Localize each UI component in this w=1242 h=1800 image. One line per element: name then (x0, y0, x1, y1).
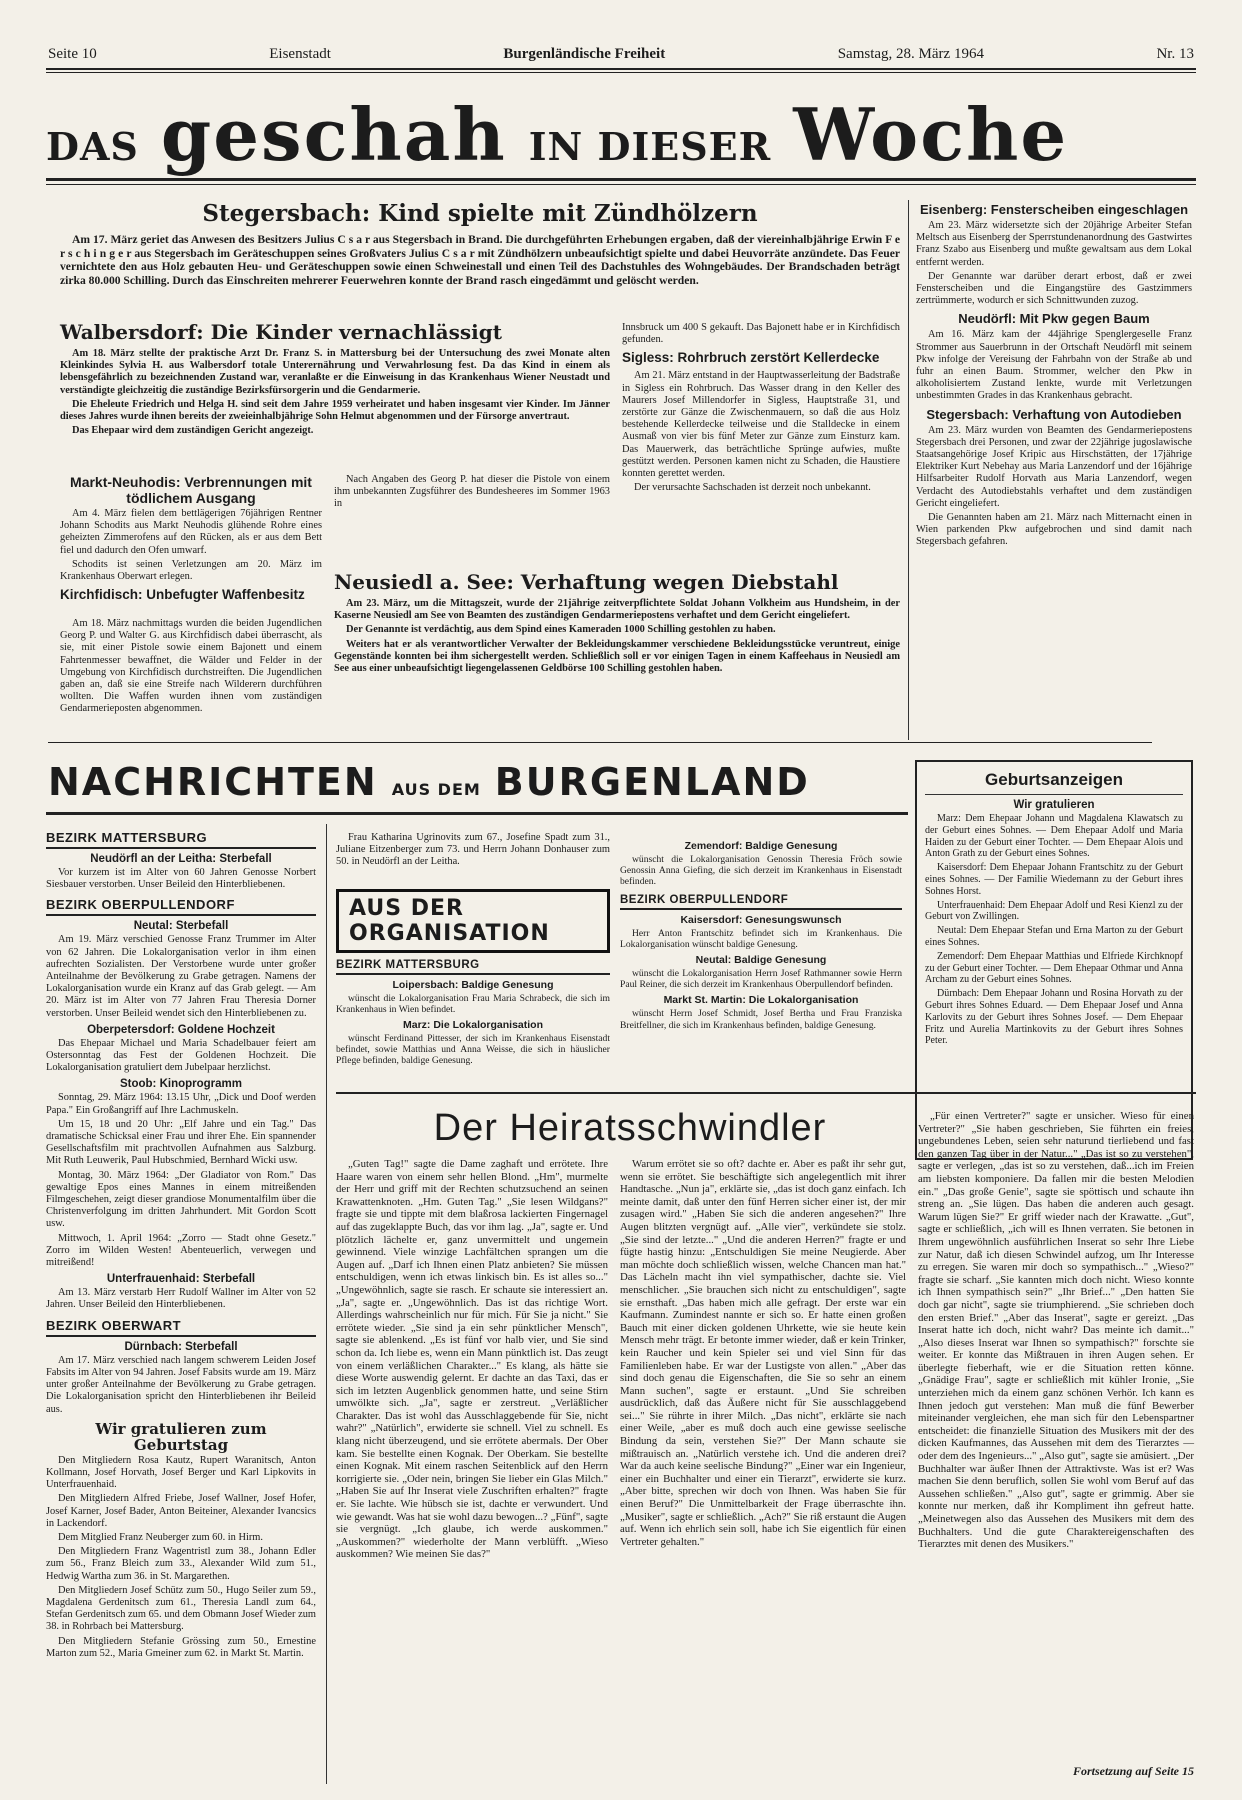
story-text-3: „Für einen Vertreter?" sagte er unsicher. Wieso für einen Vertreter?" „Sie haben geschrieben, Sie führten ein freies, ungebundenes Leben, seien sehr naturund tierliebend und fast den ganzen Tag über in der Natur..." „Das ist so zu verstehen", sagte er verlegen, „das ist so zu verstehen, daß...ich im Freien am liebsten komponiere. Da fallen mir die besten Melodien ein." „Das große Genie", sagte sie spöttisch und schaute ihn streng an. „Sie lügen. Das haben die anderen auch gesagt. Warum lügen Sie?" Er griff wieder nach der Krawatte. „Gut", sagte er schließlich, „ich will es Ihnen verraten. Sie betonen in Ihrem ungewöhnlich ausführlichen Inserat so sehr Ihre Liebe zur Natur, daß ich diesen Schwindel aufzog, um Ihr Interesse zu erregen. Sie waren mir doch so sympathisch..." „Wieso?" fragte sie scharf. „Sie kannten mich doch nicht. Wieso konnte ich Ihnen sympathisch sein?" „Ihr Brief..." „Den hatten Sie doch gar nicht", sagte sie triumphierend. „Sie schrieben doch den ersten Brief." „Aber das Inserat", sagte er gereizt. „Das Inserat hatte ich doch, nicht wahr? Das meinte ich damit..." „Also dieses Inserat war Ihnen so sympathisch?" forschte sie weiter. Er konnte das Mißtrauen in ihren Augen sehen. Er überlegte fieberhaft, wie er die Situation retten könne. „Gnädige Frau", sagte er schließlich mit kühler Ironie, „Sie unterziehen mich da einem ganz schönen Verhör. Ich kann es Ihnen jedoch gut verstehen: Man muß die fünf Bewerber miteinander vergleichen, ehe man sich für den Lebenspartner entscheidet: die finanzielle Situation des Musikers mit der des dicken Kaufmannes, das Aussehen mit dem des Tierarztes — oder dem des Ingenieurs..." „Also gut", sagte sie amüsiert. „Der Buchhalter war äußer Ihnen der Attraktivste. Was ist er? Was machen Sie denn beruflich, sollen Sie wohl vom Beruf auf das Aussehen schließen." „Also gut", sagte er grimmig. Aber sie konnte nur merken, daß ihr Kompliment ihn gefreut hatte. „Meinetwegen also das Aussehen des Musikers mit dem des Buchhalters. Und die gute Charaktereigenschaften des Tierarztes mit denen des Musikers." (918, 1110, 1194, 1551)
paper-name: Burgenländische Freiheit (503, 46, 666, 62)
walbersdorf-p1: Am 18. März stellte der praktische Arzt Dr. Franz S. in Mattersburg bei der Untersuchung des zwei Monate alten Kleinkindes Sylvia H. aus Walbersdorf totale Unterernährung und Verwahrlosung fest. Da das Kind in einem als lebensgefährlich zu bezeichnenden Zustand war, veranlaßte er die Einweisung in das Krankenhaus Wiener Neustadt und verständigte gleichzeitig die zuständige Bezirksfürsorgerin und die Gendarmerie. (60, 348, 610, 396)
oberpetersdorf-text: Das Ehepaar Michael und Maria Schadelbauer feiert am Ostersonntag das Fest der Goldenen Hochzeit. Die Lokalorganisation gratuliert dem Jubelpaar herzlichst. (46, 1037, 316, 1074)
walbersdorf-p2: Die Eheleute Friedrich und Helga H. sind seit dem Jahre 1959 verheiratet und haben insgesamt vier Kinder. Im Jänner dieses Jahres wurde ihnen bereits der zweieinhalbjährige Sohn Helmut abgenommen und der Fürsorge anvertraut. (60, 398, 610, 423)
stoob-p2: Um 15, 18 und 20 Uhr: „Elf Jahre und ein Tag." Das dramatische Schicksal einer Frau und ihrer Ehe. Ein spannender Gesellschaftsfilm mit prachtvollen Aufnahmen aus Salzburg. Mit Ruth Leuwerik, Paul Hubschmied, Bernhard Wicki usw. (46, 1118, 316, 1167)
birth-p5: Zemendorf: Dem Ehepaar Matthias und Elfriede Kirchknopf zu der Geburt einer Tochter. — Dem Ehepaar Othmar und Anna Archam zu der Geburt eines Sohnes. (925, 950, 1183, 986)
org-box: AUS DER ORGANISATION (336, 889, 610, 953)
stoob-heading: Stoob: Kinoprogramm (119, 1078, 243, 1091)
org-district-mattersburg: BEZIRK MATTERSBURG (336, 959, 610, 975)
masthead-rule (46, 178, 1196, 181)
right-column (916, 202, 1192, 551)
banner-nachrichten: NACHRICHTEN (48, 760, 378, 804)
article-neusiedl (334, 570, 900, 677)
markt-st-martin-heading: Markt St. Martin: Die Lokalorganisation (663, 994, 859, 1007)
neudoerfl-leitha-text: Vor kurzem ist im Alter von 60 Jahren Genosse Norbert Siesbauer verstorben. Unser Beileid den Hinterbliebenen. (46, 867, 316, 891)
kirchfidisch-headline: Kirchfidisch: Unbefugter Waffenbesitz (60, 587, 305, 603)
birthday-p2: Den Mitgliedern Alfred Friebe, Josef Wallner, Josef Hofer, Josef Karner, Josef Bader, Anton Beiteiner, Alexander Ivancsics in Lackendorf. (46, 1493, 316, 1529)
kirchfidisch-p1: Am 18. März nachmittags wurden die beiden Jugendlichen Georg P. und Walter G. aus Kirchfidisch dabei überrascht, als sie, mit einer Pistole sowie einem Bajonett und einem Fahrtenmesser bewaffnet, die Wälder und Felder in der Umgebung von Kirchfidisch durchstreiften. Die Jugendlichen gaben an, daß sie eine Streife nach Wilderern durchführen wollten. Die Waffen wurden ihnen vom zuständigen Gendarmerieposten abgenommen. (60, 618, 322, 715)
birthday-p5: Den Mitgliedern Josef Schütz zum 50., Hugo Seiler zum 59., Magdalena Gerdenitsch zum 61., Theresia Landl zum 64., Stefan Gerdenitsch zum 65. und dem Obmann Josef Wieder zum 38. in Rohrbach bei Mattersburg. (46, 1584, 316, 1633)
zemendorf-heading: Zemendorf: Baldige Genesung (684, 840, 838, 852)
unterfrauenhaid-text: Am 13. März verstarb Herr Rudolf Wallner im Alter von 52 Jahren. Unser Beileid den Hinterbliebenen. (46, 1287, 316, 1311)
stegersbach2-headline: Stegersbach: Verhaftung von Autodieben (926, 406, 1182, 422)
story-title: Der Heiratsschwindler (433, 1107, 827, 1149)
birth-p3: Unterfrauenhaid: Dem Ehepaar Adolf und Resi Kienzl zu der Geburt von Zwillingen. (925, 899, 1183, 923)
section-rule (48, 742, 1152, 743)
district-mattersburg: BEZIRK MATTERSBURG (46, 830, 316, 849)
banner-burgenland: BURGENLAND (494, 760, 810, 804)
masthead-rule-thin (46, 184, 1196, 185)
story-rule (336, 1092, 1196, 1094)
birth-p4: Neutal: Dem Ehepaar Stefan und Erna Marton zu der Geburt eines Sohnes. (925, 925, 1183, 948)
org-top-text: Frau Katharina Ugrinovits zum 67., Josefine Spadt zum 31., Juliane Eitzenberger zum 73. und Herrn Johann Donhauser zum 50. in Neudörfl an der Leitha. (336, 832, 610, 868)
birth-p2: Kaisersdorf: Dem Ehepaar Johann Frantschitz zu der Geburt eines Sohnes. — Der Familie Wiedemann zu der Geburt ihres Sohnes Horst. (925, 862, 1183, 897)
neusiedl-p1: Am 23. März, um die Mittagszeit, wurde der 21jährige zeitverpflichtete Soldat Johann Volkheim aus Hundsheim, in der Kaserne Neusiedl am See von Beamten des zuständigen Gendarmeriepostens verhaftet und dem Gericht eingeliefert. (334, 598, 900, 622)
birthday-p4: Den Mitgliedern Franz Wagentristl zum 38., Johann Edler zum 56., Franz Bleich zum 33., Alexander Wild zum 51., Hedwig Wartha zum 36. in St. Margarethen. (46, 1546, 316, 1582)
eisenberg-headline: Eisenberg: Fensterscheiben eingeschlagen (919, 202, 1189, 217)
markt-st-martin-text: wünscht Herrn Josef Schmidt, Josef Bertha und Frau Franziska Breitfellner, die sich im Krankenhaus befinden, baldige Genesung. (620, 1008, 902, 1031)
story-column-1 (336, 1158, 608, 1563)
neutal2-text: wünscht die Lokalorganisation Herrn Josef Rathmanner sowie Herrn Paul Reiner, die sich derzeit im Krankenhaus Oberpullendorf befinden. (620, 968, 902, 991)
kirchfidisch-p2: Nach Angaben des Georg P. hat dieser die Pistole von einem ihm unbekannten Zugsführer des Bundesheeres im Sommer 1963 in (334, 474, 610, 510)
article-kirchfidisch-cont (334, 474, 610, 513)
district-oberwart: BEZIRK OBERWART (46, 1318, 316, 1337)
birth-p1: Marz: Dem Ehepaar Johann und Magdalena Klawatsch zu der Geburt eines Sohnes. — Dem Ehepaar Adolf und Maria Haiden zu der Geburt einer Tochter. — Dem Ehepaar Alois und Anton Grath zu der Geburt eines Sohnes. (925, 813, 1183, 860)
column-rule-left (326, 824, 327, 1784)
org-column-1 (336, 832, 610, 1069)
nachrichten-banner (48, 760, 868, 810)
org-column-2 (620, 836, 902, 1033)
stegersbach2-p2: Die Genannten haben am 21. März nach Mitternacht einen in Wien parkenden Pkw aufgebrochen und sind damit nach Stegersbach gefahren. (916, 512, 1192, 548)
stegersbach-headline: Stegersbach: Kind spielte mit Zündhölzern (202, 200, 758, 227)
birth-announcements-sub: Wir gratulieren (1013, 799, 1095, 811)
story-text-1: „Guten Tag!" sagte die Dame zaghaft und errötete. Ihre Haare waren von einem sehr hellen Blond. „Hm", murmelte der Herr und griff mit der Rechten schutzsuchend an seinen Krawattenknoten. „Hm. Guten Tag." „Sie lesen Wildgans?" fragte sie und tippte mit dem blaßrosa lackierten Fingernagel auf das zugeklappte Buch, das vor ihm lag. „Ja", sagte er. Und plötzlich lächelte er, ganz unvermittelt und ungemein gewinnend. Viele winzige Lachfältchen sprangen um die Augen auf. „Darf ich Ihnen einen Platz anbieten? Sie müssen entschuldigen, wenn ich etwas linkisch bin. Es ist alles so..." „Ungewöhnlich, sagte sie rasch. Er schaute sie interessiert an. „Ja", sagte er. „Ungewöhnlich. Das ist das richtige Wort. Allerdings wahrscheinlich nur für mich. Für Sie ja nicht." Sie errötete wieder. „Sie sind ja ein sehr pünktlicher Mensch", sagte sie ablenkend. „Es ist fünf vor halb vier, und Sie sind schon da. Ich liebe es, wenn ein Mann pünktlich ist. Das zeugt von einem verläßlichen Charakter..." Es klang, als hätte sie diese Worte auswendig gelernt. Er dachte an das Taxi, das er sich im letzten Augenblick genommen hatte, und seine Stirn umwölkte sich. „Ja", sagte er zerstreut. „Verläßlicher Charakter. Das ist wohl das Ausschlaggebende für Sie, nicht wahr?" „Natürlich", erwiderte sie schnell. Viel zu schnell. Es klang nicht überzeugend, und sie errötete abermals. Der Ober kam. Sie bestellte einen Kognak. Der Oberkam. Sie bestellte einen Kognak. Mit einem raschen Seitenblick auf den Herrn korrigierte sie. „Oder nein, bringen Sie lieber ein Glas Milch." „Haben Sie auf Ihr Inserat viele Zuschriften erhalten?" fragte er. Sie lachte. Wie hübsch sie ist, dachte er verwundert. Und wie gewandt. Was hat sie wohl dazu bewogen...? „Fünf", sagte sie vergnügt. „Ich glaube, ich werde auskommen." „Auskommen?" wiederholte der Mann verblüfft. „Wieso auskommen? Wie meinen Sie das?" (336, 1158, 608, 1561)
eisenberg-p2: Der Genannte war darüber derart erbost, daß er zwei Fensterscheiben und die Eingangstüre des Gastzimmers zertrümmerte, wodurch er sich Schnittwunden zuzog. (916, 270, 1192, 307)
neusiedl-p3: Weiters hat er als verantwortlicher Verwalter der Bekleidungskammer verschiedene Bekleidungsstücke veruntreut, einige Gegenstände konnten bei ihm sichergestellt werden. Schließlich soll er vor einigen Tagen in einem Kaffeehaus in Neusiedl am See aus einer unbeaufsichtigt liegengelassenen Geldbörse 100 Schilling gestohlen haben. (334, 638, 900, 675)
marz-text: wünscht Ferdinand Pittesser, der sich im Krankenhaus Eisenstadt befindet, sowie Matthias und Anna Weisse, die sich in häuslicher Pflege befinden, baldige Genesung. (336, 1033, 610, 1067)
page-header (48, 46, 1194, 70)
stoob-p1: Sonntag, 29. März 1964: 13.15 Uhr, „Dick und Doof werden Papa." Ein Großangriff auf Ihre Lachmuskeln. (46, 1092, 316, 1116)
page-number: Seite 10 (48, 46, 97, 62)
place: Eisenstadt (269, 46, 331, 62)
neusiedl-headline: Neusiedl a. See: Verhaftung wegen Diebstahl (334, 570, 839, 594)
loipersbach-text: wünscht die Lokalorganisation Frau Maria Schrabeck, die sich im Krankenhaus in Wien befindet. (336, 992, 610, 1015)
zemendorf-text: wünscht die Lokalorganisation Genossin Theresia Fröch sowie Genossin Anna Giefing, die sich derzeit im Krankenhaus in Eisenstadt befinden. (620, 854, 902, 888)
sigless-headline: Sigless: Rohrbruch zerstört Kellerdecke (622, 350, 880, 366)
masthead-in-dieser: IN DIESER (528, 124, 772, 169)
neuhodis-headline: Markt-Neuhodis: Verbrennungen mit tödlichem Ausgang (70, 474, 312, 506)
neusiedl-p2: Der Genannte ist verdächtig, aus dem Spind eines Kameraden 1000 Schilling gestohlen zu haben. (346, 624, 776, 636)
story-column-3 (918, 1110, 1194, 1553)
birth-announcements-title: Geburtsanzeigen (985, 770, 1123, 789)
neutal-text: Am 19. März verschied Genosse Franz Trummer im Alter von 62 Jahren. Die Lokalorganisation verlor in ihm einen aufrechten Sozialisten. Der Verstorbene wurde unter großer Anteilnahme der Bevölkerung zu Grabe getragen. Namens der Lokalorganisation wurde ein Kranz auf das Grab gelegt. — Am 20. März ist im Alter von 77 Jahren Frau Theresia Dorner verstorben. Unser Beileid wendet sich den Hinterbliebenen zu. (46, 934, 316, 1019)
walbersdorf-p3: Das Ehepaar wird dem zuständigen Gericht angezeigt. (72, 425, 314, 437)
neutal2-heading: Neutal: Baldige Genesung (695, 954, 827, 967)
birthday-p6: Den Mitgliedern Stefanie Grössing zum 50., Ernestine Marton zum 52., Maria Gmeiner zum 62. in Markt St. Martin. (46, 1635, 316, 1659)
neuhodis-p2: Schodits ist seinen Verletzungen am 20. März im Krankenhaus Oberwart erlegen. (60, 558, 322, 583)
district-oberpullendorf: BEZIRK OBERPULLENDORF (46, 897, 316, 916)
neudoerfl-leitha-heading: Neudörfl an der Leitha: Sterbefall (90, 853, 272, 865)
birthday-p3: Dem Mitglied Franz Neuberger zum 60. in Hirm. (58, 1531, 263, 1543)
unterfrauenhaid-heading: Unterfrauenhaid: Sterbefall (106, 1273, 256, 1286)
article-sigless (622, 322, 900, 496)
banner-aus-dem: AUS DEM (391, 780, 481, 799)
masthead-woche: Woche (793, 92, 1069, 177)
sigless-p2: Der verursachte Sachschaden ist derzeit noch unbekannt. (634, 482, 871, 494)
neudoerfl-headline: Neudörfl: Mit Pkw gegen Baum (958, 311, 1150, 327)
masthead-das: DAS (46, 124, 139, 169)
header-rule (46, 68, 1196, 70)
oberpetersdorf-heading: Oberpetersdorf: Goldene Hochzeit (87, 1023, 275, 1036)
stoob-p3: Montag, 30. März 1964: „Der Gladiator von Rom." Das gewaltige Epos eines Mannes in einem mitreißenden Filmgeschehen, zeigt dieser grandiose Monumentalfilm über die Christenverfolgung im dritten Jahrhundert. Mit Gordon Scott usw. (46, 1169, 316, 1230)
masthead (46, 92, 1196, 177)
masthead-geschah: geschah (160, 92, 507, 177)
sigless-p1: Am 21. März entstand in der Hauptwasserleitung der Badstraße in Sigless ein Rohrbruch. Das Wasser drang in den Keller des Maurers Josef Millendorfer in Sigless, Hauptstraße 31, und zerstörte zur Gänze die Zwischenmauern, so daß die aus Holz bestehende Kellerdecke teilweise und die Stalldecke in einem Ausmaß von vier bis fünf Meter zur Gänze zum Einsturz kam. Das Mauerwerk, das beträchtliche Sprünge aufwies, mußte gestützt werden. Personen kamen nicht zu Schaden, die Haustiere konnten gerettet werden. (622, 370, 900, 480)
article-kirchfidisch (60, 618, 322, 718)
story-column-2 (620, 1158, 906, 1550)
marz-heading: Marz: Die Lokalorganisation (402, 1019, 544, 1032)
eisenberg-p1: Am 23. März widersetzte sich der 20jährige Arbeiter Stefan Meltsch aus Eisenberg der Sperrstundenanordnung des Gastwirtes Franz Szabo aus Eisenberg und mußte gewaltsam aus dem Lokal entfernt werden. (916, 220, 1192, 268)
neudoerfl-p: Am 16. März kam der 44jährige Spenglergeselle Franz Strommer aus Sauerbrunn in der Ortschaft Neudörfl mit seinem Pkw infolge der Vereisung der Fahrbahn von der Straße ab und fuhr an einen Baum. Strommer, welcher den Pkw in alkoholisiertem Zustand lenkte, wurde mit Verletzungen unbestimmten Grades in das Krankenhaus gebracht. (916, 329, 1192, 402)
kaisersdorf-text: Herr Anton Frantschitz befindet sich im Krankenhaus. Die Lokalorganisation wünscht baldige Genesung. (620, 927, 902, 950)
duernbach-text: Am 17. März verschied nach langem schwerem Leiden Josef Fabsits im Alter von 94 Jahren. Josef Fabsits wurde am 19. März unter großer Anteilnahme der Bevölkerung zu Grabe getragen. Die Lokalorganisation spricht den Hinterbliebenen ihr Beileid aus. (46, 1354, 316, 1415)
article-walbersdorf (60, 320, 610, 439)
stegersbach2-p1: Am 23. März wurden von Beamten des Gendarmeriepostens Stegersbach drei Personen, und zwar der 22jährige jugoslawische Staatsangehörige Josef Kripic aus Hirschstätten, der 17jährige Elektriker Kurt Nebehay aus Maria Lanzendorf und der 16jährige Hilfsarbeiter Rudolf Horvath aus Maria Lanzendorf, wegen Verdacht des Autodiebstahls verhaftet und dem zuständigen Gericht eingeliefert. (916, 424, 1192, 509)
article-stegersbach (60, 200, 900, 289)
issue-number: Nr. 13 (1156, 46, 1194, 62)
birth-p6: Dürnbach: Dem Ehepaar Johann und Rosina Horvath zu der Geburt ihres Sohnes Eduard. — Dem Ehepaar Josef und Anna Karlovits zu der Geburt ihres Sohnes Josef. — Dem Ehepaar Fritz und Aurelia Martinkovits zu der Geburt ihres Sohnes Peter. (925, 988, 1183, 1047)
walbersdorf-headline: Walbersdorf: Die Kinder vernachlässigt (60, 320, 502, 344)
article-neuhodis (60, 474, 322, 603)
birthday-p1: Den Mitgliedern Rosa Kautz, Rupert Waranitsch, Anton Kollmann, Josef Horvath, Josef Berger und Karl Lipkovits in Unterfrauenhaid. (46, 1454, 316, 1491)
header-rule-thin (46, 72, 1196, 73)
duernbach-heading: Dürnbach: Sterbefall (124, 1340, 238, 1353)
org-district-oberpullendorf: BEZIRK OBERPULLENDORF (620, 894, 902, 910)
left-column (46, 824, 316, 1662)
loipersbach-heading: Loipersbach: Baldige Genesung (392, 978, 554, 991)
neutal-heading: Neutal: Sterbefall (133, 920, 229, 933)
birth-announcements-box (915, 760, 1193, 1160)
stegersbach-text: Am 17. März geriet das Anwesen des Besitzers Julius C s a r aus Stegersbach in Brand. Die durchgeführten Erhebungen ergaben, daß der viereinhalbjährige Erwin F e r s c h i n g e r aus Stegersbach im Geräteschuppen seines Großvaters Julius C s a r mit Zündhölzern unbeaufsichtigt spielte und dabei Heuvorräte anzündete. Das Feuer vernichtete den aus Holz gebauten Heu- und Geräteschuppen sowie einen Schweinestall und einen Teil des Dachstuhles des Wohngebäudes. Der Brandschaden beträgt zirka 80.000 Schilling. Durch das Einschreiten mehrerer Feuerwehren konnte der Brand rasch eingedämmt und gelöscht werden. (60, 233, 900, 287)
column-rule (908, 200, 909, 740)
neuhodis-p1: Am 4. März fielen dem bettlägerigen 76jährigen Rentner Johann Schodits aus Markt Neuhodis glühende Rohre eines geheizten Zimmerofens auf den Rücken, als er aus dem Bett fiel und dadurch den Ofen umwarf. (60, 508, 322, 556)
kaisersdorf-heading: Kaisersdorf: Genesungswunsch (680, 913, 842, 926)
continuation-note: Fortsetzung auf Seite 15 (1072, 1764, 1194, 1778)
birthday-heading: Wir gratulieren zum Geburtstag (95, 1419, 267, 1454)
stoob-p4: Mittwoch, 1. April 1964: „Zorro — Stadt ohne Gesetz." Zorro im Wilden Westen! Abenteuerlich, verwegen und mitreißend! (46, 1232, 316, 1269)
story-text-2: Warum errötet sie so oft? dachte er. Aber es paßt ihr sehr gut, wenn sie errötet. Sie beschäftigte sich angelegentlich mit ihrer Handtasche. „Nun ja", erklärte sie, „das ist doch ganz einfach. Ich meinte damit, daß unter den fünf Herren sicher einer ist, der mir zusagen wird." „Haben Sie sich die anderen angesehen?" Ihre Augen blitzten vergnügt auf. „Alle vier", verkündete sie stolz. „Sie sind der letzte..." „Und die anderen Herren?" fragte er und fügte hastig hinzu: „Entschuldigen Sie meine Neugierde. Aber man möchte doch schließlich wissen, welche Chancen man hat." Das Lächeln macht ihn viel sympathischer, dachte sie. Viel menschlicher. „Sie brauchen sich nicht zu entschuldigen", sagte sie ernsthaft. „Das haben mich alle gefragt. Der erste war ein Kaufmann. Zumindest nannte er sich so. Er hatte einen großen Bauch mit einer dicken goldenen Uhrkette, wie sie heute kein Mensch mehr trägt. Er betonte immer wieder, daß er kein Trinker, kein Raucher und kein Spieler sei und viel Sinn für das Familienleben habe. Er war der Lustigste von allen." „Aber das sind doch genau die Eigenschaften, die Sie so sehr an einem Mann suchen", sagte er erstaunt. „Und Sie schreiben ausdrücklich, daß das Äußere nicht für Sie ausschlaggebend sei..." Sie rührte in ihrer Milch. „Das nicht", erklärte sie nach einer Weile, „aber es muß doch auch eine gewisse seelische Bindung da sein, verstehen Sie?" Der Mann schaute sie mißtrauisch an. „Natürlich verstehe ich. Und die anderen drei? War da auch keine seelische Bindung?" „Einer war ein Ingenieur, einer ein Buchhalter und einer ein Tierarzt", erwiderte sie kurz. „Aber bitte, sprechen wir doch von Ihnen. Was haben Sie für einen Beruf?" Die Unmittelbarkeit der Frage überraschte ihn. „Musiker", sagte er schließlich. „Ach?" Sie riß erstaunt die Augen auf. Wenn ich ehrlich sein soll, habe ich Sie eigentlich für einen Vertreter gehalten." (620, 1158, 906, 1548)
kirchfidisch-continuation: Innsbruck um 400 S gekauft. Das Bajonett habe er in Kirchfidisch gefunden. (622, 322, 900, 346)
issue-date: Samstag, 28. März 1964 (837, 46, 984, 62)
banner-rule (46, 812, 908, 815)
